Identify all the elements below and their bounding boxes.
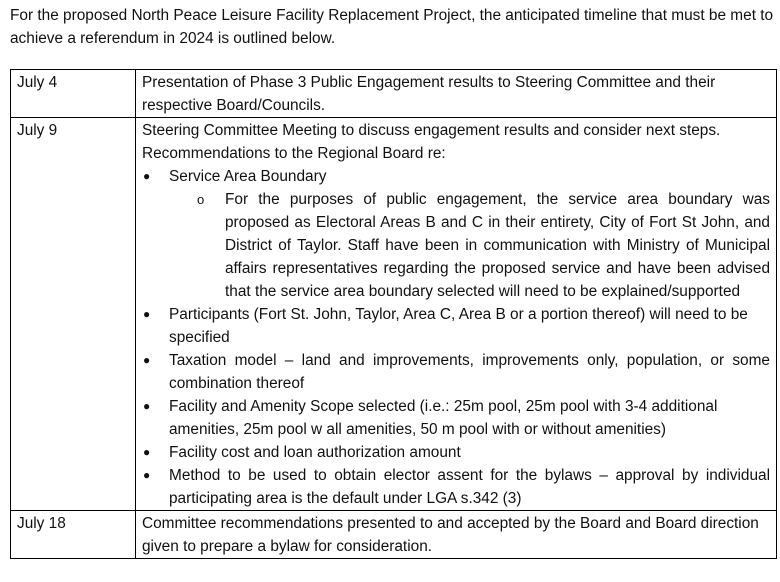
recommendation-list — [142, 165, 770, 510]
date-cell: July 18 — [11, 511, 136, 559]
intro-paragraph: For the proposed North Peace Leisure Facility Replacement Project, the anticipated timeline that must be met to achieve a referendum in 2024 is outlined below. — [10, 7, 774, 47]
date-cell: July 4 — [11, 70, 136, 118]
description-text: Steering Committee Meeting to discuss engagement results and consider next steps. — [142, 122, 721, 139]
list-item — [142, 165, 770, 303]
list-item — [142, 395, 770, 441]
list-item — [142, 441, 770, 464]
sub-list — [169, 188, 770, 303]
date-cell: July 9 — [11, 118, 136, 511]
recommendations-lead: Recommendations to the Regional Board re: — [142, 145, 446, 162]
bullet-icon: ● — [143, 468, 151, 482]
list-item-text: Taxation model – land and improvements, improvements only, population, or some combination thereof — [169, 352, 770, 392]
list-item-text: Facility and Amenity Scope selected (i.e.: 25m pool, 25m pool with 3-4 additional amenities, 25m pool w all amenities, 50 m pool with or without amenities) — [169, 398, 718, 438]
sub-list-item-text: For the purposes of public engagement, the service area boundary was proposed as Electoral Areas B and C in their entirety, City of Fort St John, and District of Taylor. Staff have been in communication with Ministry of Municipal affairs representatives regarding the proposed service and have been advised that the service area boundary selected will need to be explained/supported — [225, 191, 770, 300]
table-row — [11, 511, 777, 559]
list-item-text: Participants (Fort St. John, Taylor, Area C, Area B or a portion thereof) will need to be specified — [169, 306, 748, 346]
bullet-icon: ● — [143, 399, 151, 413]
list-item — [142, 349, 770, 395]
bullet-icon: ● — [143, 169, 151, 183]
bullet-icon: ● — [143, 445, 151, 459]
timeline-table — [10, 69, 777, 559]
description-cell: Committee recommendations presented to and accepted by the Board and Board direction given to prepare a bylaw for consideration. — [136, 511, 777, 559]
description-cell — [136, 118, 777, 511]
list-item — [142, 464, 770, 510]
list-item — [142, 303, 770, 349]
list-item-text: Facility cost and loan authorization amount — [169, 444, 461, 461]
list-item-text: Service Area Boundary — [169, 168, 327, 185]
bullet-icon: ● — [143, 353, 151, 367]
table-row — [11, 118, 777, 511]
bullet-icon: ● — [143, 307, 151, 321]
sub-list-item — [169, 188, 770, 303]
table-row — [11, 70, 777, 118]
description-cell: Presentation of Phase 3 Public Engagement results to Steering Committee and their respective Board/Councils. — [136, 70, 777, 118]
list-item-text: Method to be used to obtain elector assent for the bylaws – approval by individual participating area is the default under LGA s.342 (3) — [169, 467, 770, 507]
circle-bullet-icon: o — [197, 192, 205, 207]
